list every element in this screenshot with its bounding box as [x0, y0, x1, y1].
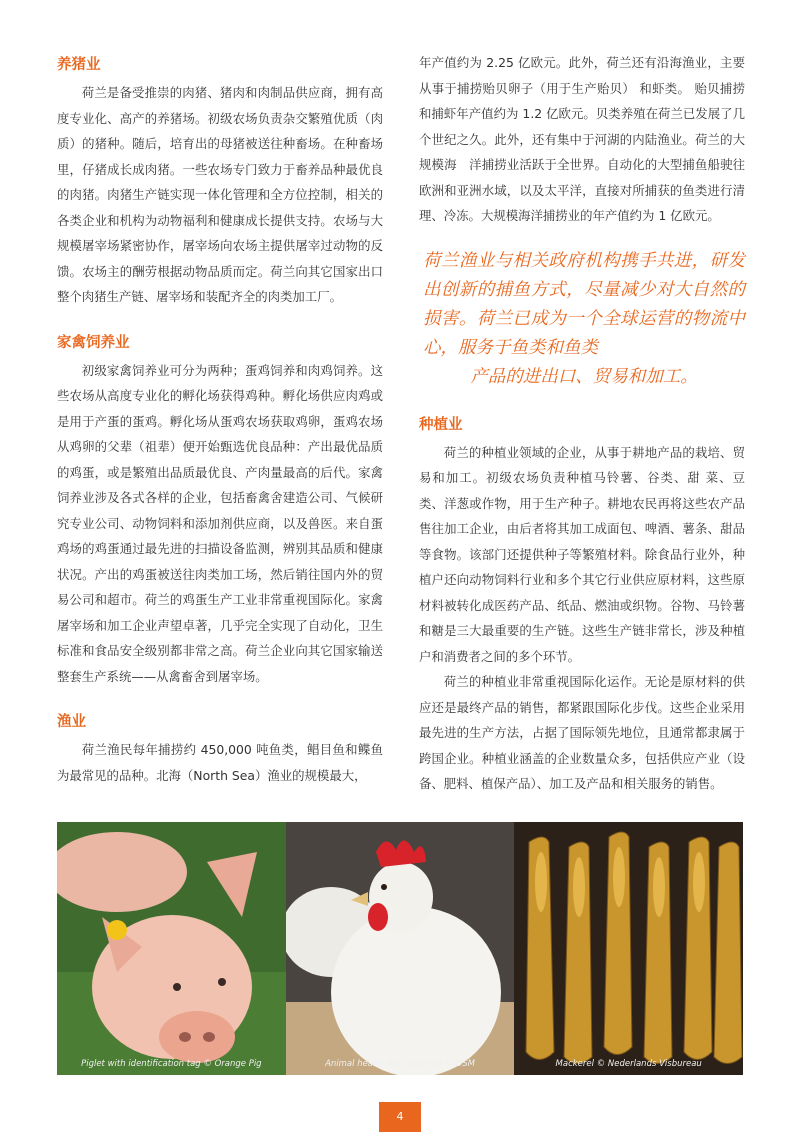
fishery-body-continued: 年产值约为 2.25 亿欧元。此外，荷兰还有沿海渔业，主要从事于捕捞贻贝卵子（用于生产贻贝） 和虾类。 贻贝捕捞和捕虾年产值约为 1.2 亿欧元。贝类养殖在荷兰已发展了几个世纪之久。此外，还有集中于河湖的内陆渔业。荷兰的大规模海 洋捕捞业活跃于全世界。自动化的大型捕鱼船驶往欧洲和亚洲水域，以及太平洋，直接对所捕获的鱼类进行清理、冷冻。大规模海洋捕捞业的年产值约为 1 亿欧元。 [419, 55, 745, 223]
crops-body-2: 荷兰的种植业非常重视国际化运作。无论是原材料的供应还是最终产品的销售，都紧跟国际化步伐。这些企业采用最先进的生产方法，占据了国际领先地位，且通常都隶属于跨国企业。种植业涵盖的企业数量众多，包括供应产业（设备、肥料、植保产品）、加工及产品和相关服务的销售。 [419, 674, 745, 791]
fishery-heading: 渔业 [57, 714, 86, 730]
pig-section [57, 50, 383, 310]
crops-heading: 种植业 [419, 416, 463, 433]
mackerel-caption: Mackerel © Nederlands Visbureau [555, 1059, 702, 1069]
pig-body: 荷兰是备受推崇的肉猪、猪肉和肉制品供应商，拥有高度专业化、高产的养猪场。初级农场负责杂交繁殖优质（肉质）的猪种。随后，培育出的母猪被送往种畜场。在种畜场里，仔猪成长成肉猪。一些农场专门致力于畜养品种最优良的肉猪。肉猪生产链实现一体化管理和全方位控制，相关的各类企业和机构为动物福利和健康成长提供支持。农场与大规模屠宰场紧密协作，屠宰场向农场主提供屠宰过动物的反馈。农场主的酬劳根据动物品质而定。荷兰向其它国家出口整个肉猪生产链、屠宰场和装配齐全的肉类加工厂。 [57, 85, 383, 304]
photo-strip [57, 822, 743, 1075]
chicken-photo [286, 822, 515, 1075]
poultry-body: 初级家禽饲养业可分为两种；蛋鸡饲养和肉鸡饲养。这些农场从高度专业化的孵化场获得鸡种。孵化场供应肉鸡或是用于产蛋的蛋鸡。孵化场从蛋鸡农场获取鸡卵，蛋鸡农场从鸡卵的父辈（祖辈）便开始甄选优良品种：产出最优品质的鸡蛋，或是繁殖出品质最优良、产肉量最高的后代。家禽饲养业涉及各式各样的企业，包括畜禽舍建造公司、气候研究专业公司、动物饲料和添加剂供应商，以及兽医。来自蛋鸡场的鸡蛋通过最先进的扫描设备监测，辨别其品质和健康状况。产出的鸡蛋被送往肉类加工场，然后销往国内外的贸易公司和超市。荷兰的鸡蛋生产工业非常重视国际化。家禽屠宰场和加工企业声望卓著，几乎完全实现了自动化，卫生标准和食品安全级别都非常之高。荷兰企业向其它国家输送整套生产系统——从禽畜舍到屠宰场。 [57, 362, 383, 684]
chicken-image [286, 822, 515, 1075]
right-column [419, 50, 745, 813]
fishery-section [57, 707, 383, 788]
mackerel-image [514, 822, 743, 1075]
fishery-body: 荷兰渔民每年捕捞约 450,000 吨鱼类，鲳目鱼和鲽鱼为最常见的品种。北海（North Sea）渔业的规模最大， [57, 742, 383, 783]
piglet-image [57, 822, 286, 1075]
pull-quote-main: 荷兰渔业与相关政府机构携手共进，研发出创新的捕鱼方式，尽量减少对大自然的损害。荷兰已成为一个全球运营的物流中心，服务于鱼类和鱼类 [423, 250, 745, 358]
poultry-heading: 家禽饲养业 [57, 334, 130, 351]
piglet-photo [57, 822, 286, 1075]
page-number: 4 [379, 1102, 421, 1132]
pull-quote [423, 247, 745, 392]
crops-section [419, 410, 745, 797]
crops-body-1: 荷兰的种植业领域的企业，从事于耕地产品的栽培、贸易和加工。初级农场负责种植马铃薯、谷类、甜 菜、豆类、洋葱或作物，用于生产种子。耕地农民再将这些农产品售往加工企业，由后者将其加工成面包、啤酒、薯条、甜品等食物。该部门还提供种子等繁殖材料。除食品行业外，种植户还向动物饲料行业和多个其它行业供应原材料，这些原材料被转化成医药产品、纸品、燃油或织物。谷物、马铃薯和糖是三大最重要的生产链。这些生产链非常长，涉及种植户和消费者之间的多个环节。 [419, 444, 745, 664]
left-column [57, 50, 383, 804]
mackerel-photo [514, 822, 743, 1075]
pull-quote-last: 产品的进出口、贸易和加工。 [470, 366, 698, 387]
pig-heading: 养猪业 [57, 57, 101, 73]
piglet-caption: Piglet with identification tag © Orange Pig [81, 1059, 262, 1069]
poultry-section [57, 328, 383, 690]
chicken-caption: Animal health and nutrition © DSM [325, 1059, 475, 1069]
